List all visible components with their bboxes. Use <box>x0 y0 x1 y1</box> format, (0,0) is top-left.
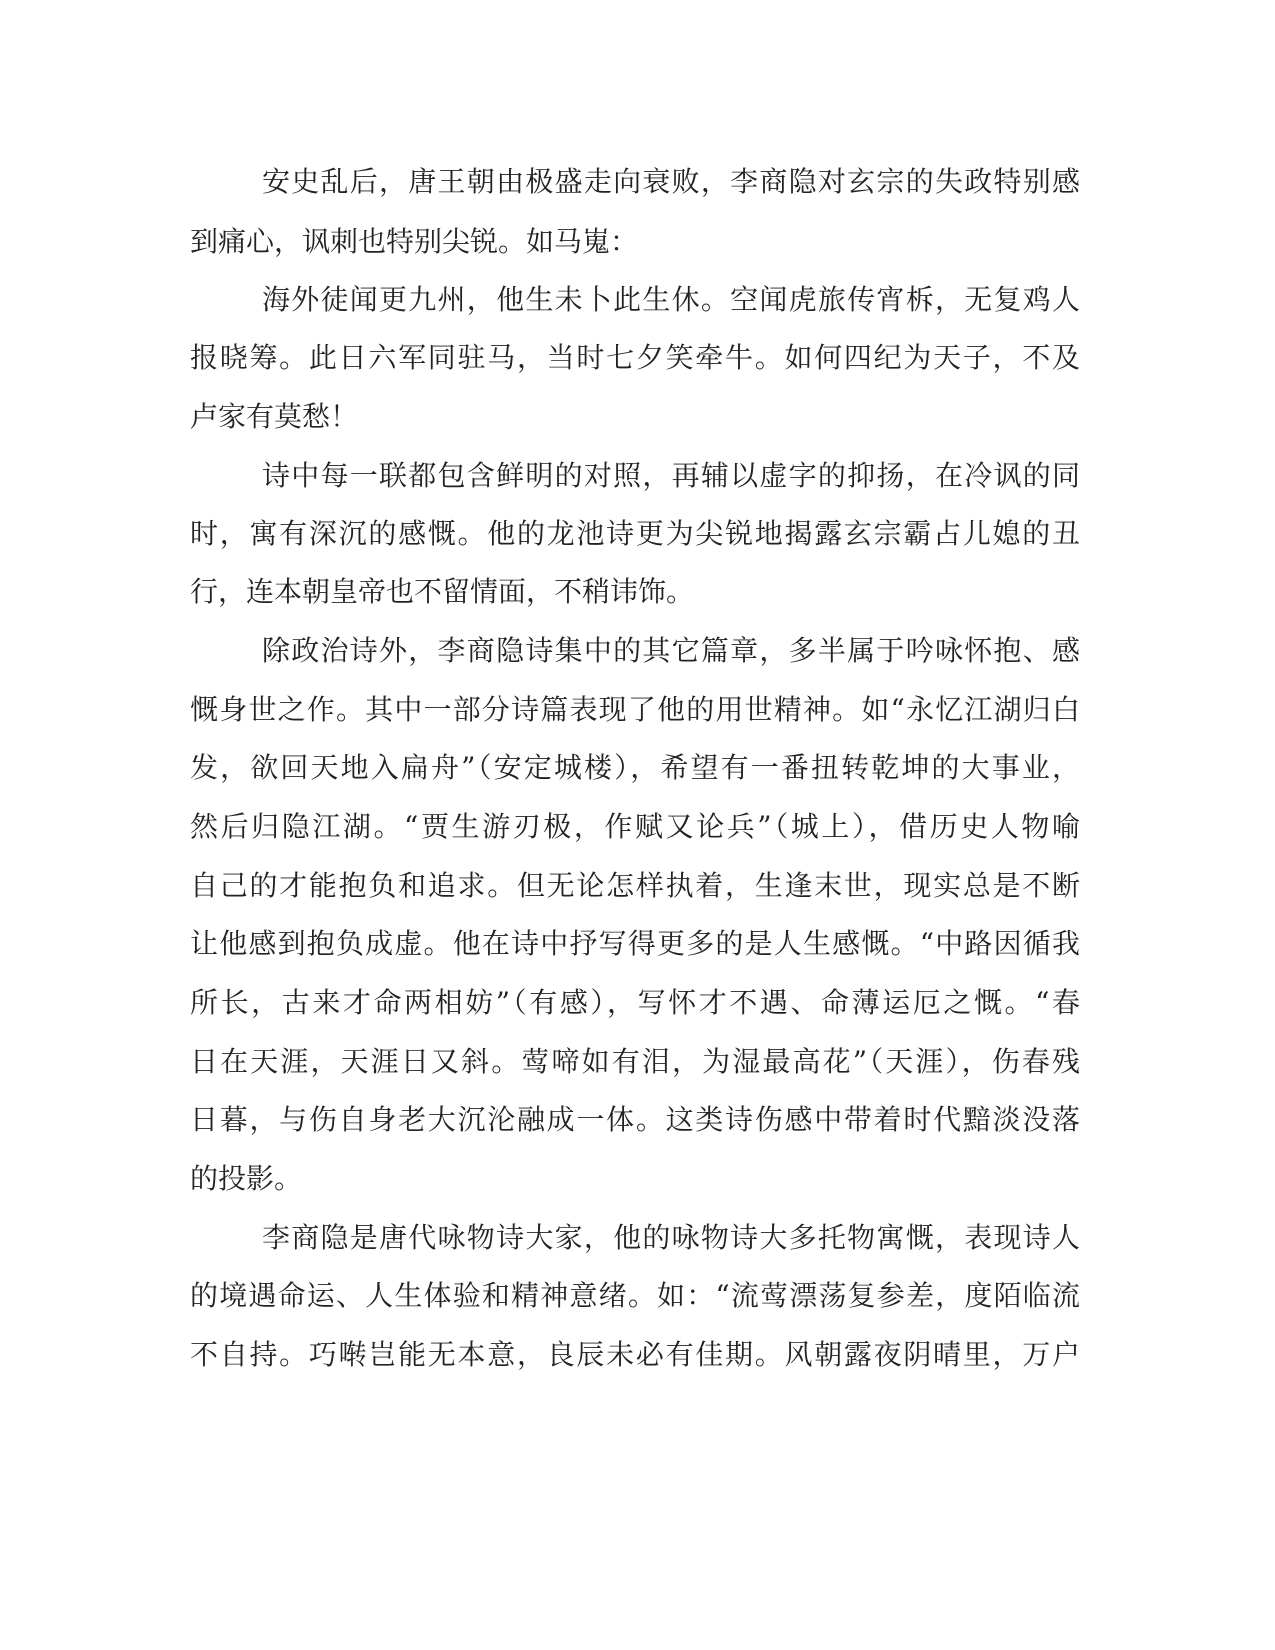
paragraph-2-line-3: 行，连本朝皇帝也不留情面，不稍讳饰。 <box>190 575 695 608</box>
paragraph-3-line-1: 除政治诗外，李商隐诗集中的其它篇章，多半属于吟咏怀抱、感 <box>262 634 1080 667</box>
paragraph-4-line-2: 的境遇命运、人生体验和精神意绪。如：“流莺漂荡复参差，度陌临流 <box>190 1279 1080 1312</box>
poem-line-3: 卢家有莫愁！ <box>190 400 359 433</box>
paragraph-3-line-7: 所长，古来才命两相妨”（有感），写怀才不遇、命薄运厄之慨。“春 <box>190 986 1080 1019</box>
paragraph-3-line-5: 自己的才能抱负和追求。但无论怎样执着，生逢末世，现实总是不断 <box>190 869 1080 902</box>
paragraph-3-line-4: 然后归隐江湖。“贾生游刃极，作赋又论兵”（城上），借历史人物喻 <box>190 810 1080 843</box>
paragraph-1-line-1: 安史乱后，唐王朝由极盛走向衰败，李商隐对玄宗的失政特别感 <box>262 165 1080 198</box>
paragraph-2-line-1: 诗中每一联都包含鲜明的对照，再辅以虚字的抑扬，在冷讽的同 <box>262 459 1080 492</box>
paragraph-3-line-2: 慨身世之作。其中一部分诗篇表现了他的用世精神。如“永忆江湖归白 <box>190 693 1080 726</box>
paragraph-4-line-1: 李商隐是唐代咏物诗大家，他的咏物诗大多托物寓慨，表现诗人 <box>262 1221 1080 1254</box>
paragraph-3-line-3: 发，欲回天地入扁舟”（安定城楼），希望有一番扭转乾坤的大事业， <box>190 751 1080 784</box>
paragraph-3-line-6: 让他感到抱负成虚。他在诗中抒写得更多的是人生感慨。“中路因循我 <box>190 927 1080 960</box>
poem-line-1: 海外徒闻更九州，他生未卜此生休。空闻虎旅传宵柝，无复鸡人 <box>262 283 1080 316</box>
paragraph-3-line-9: 日暮，与伤自身老大沉沦融成一体。这类诗伤感中带着时代黯淡没落 <box>190 1103 1080 1136</box>
paragraph-3-line-8: 日在天涯，天涯日又斜。莺啼如有泪，为湿最高花”（天涯），伤春残 <box>190 1045 1080 1078</box>
paragraph-1-line-2: 到痛心，讽刺也特别尖锐。如马嵬： <box>190 225 639 258</box>
paragraph-2-line-2: 时，寓有深沉的感慨。他的龙池诗更为尖锐地揭露玄宗霸占儿媳的丑 <box>190 517 1080 550</box>
paragraph-4-line-3: 不自持。巧啭岂能无本意，良辰未必有佳期。风朝露夜阴晴里，万户 <box>190 1338 1080 1371</box>
poem-line-2: 报晓筹。此日六军同驻马，当时七夕笑牵牛。如何四纪为天子，不及 <box>190 341 1080 374</box>
paragraph-3-line-10: 的投影。 <box>190 1162 303 1195</box>
